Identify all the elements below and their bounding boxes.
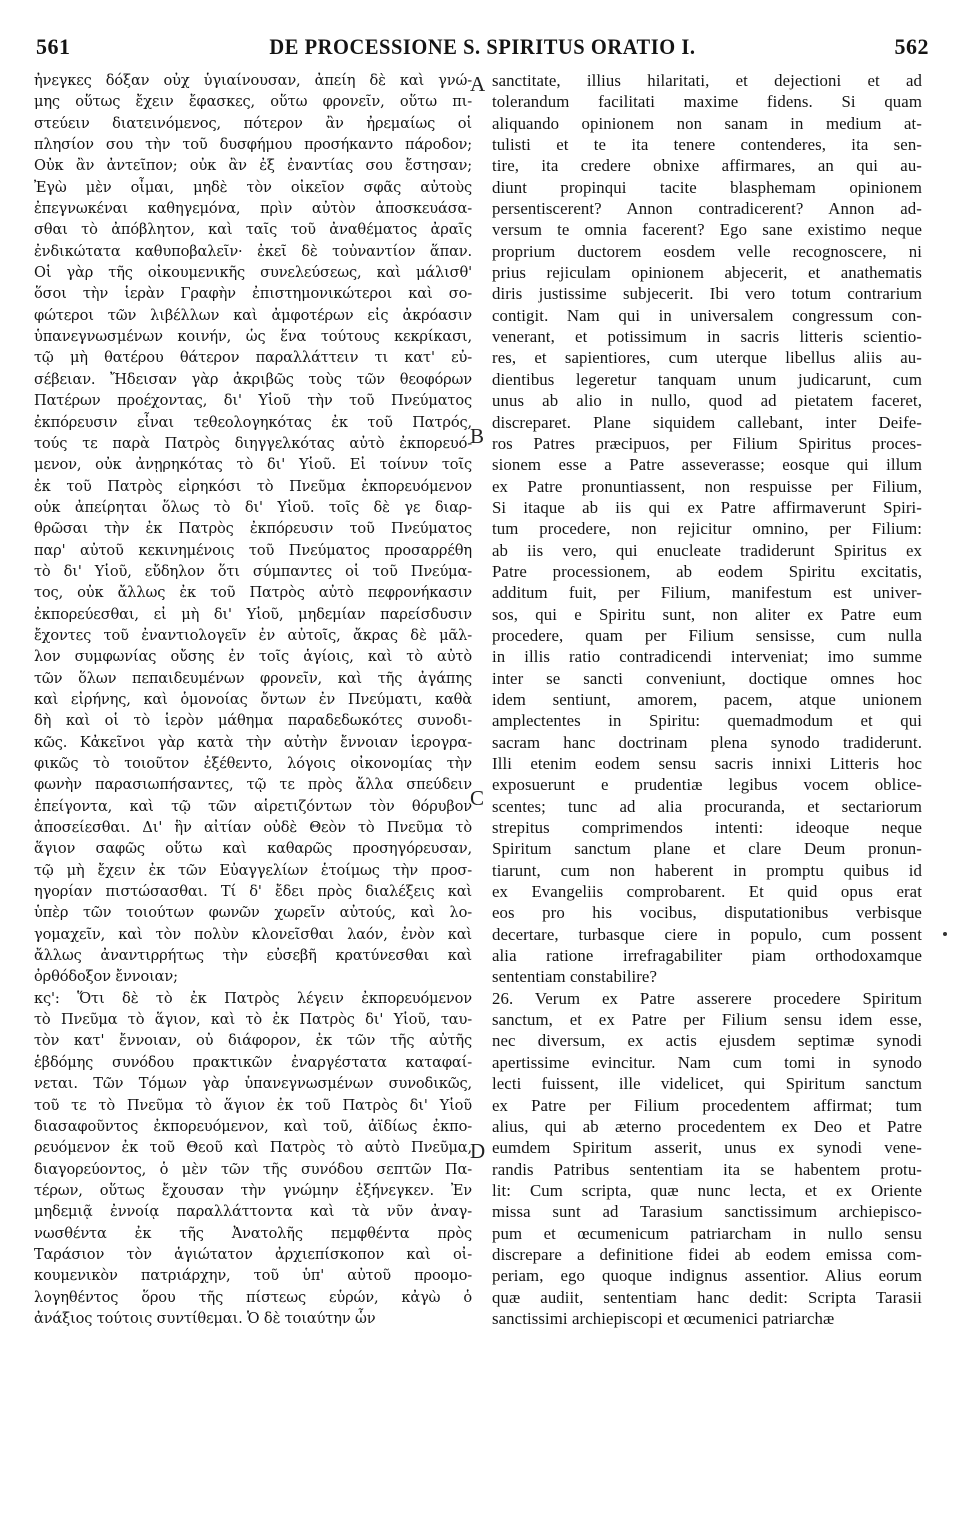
text-line: inter se sancti conveniunt, doctique omnes hoc — [492, 668, 922, 688]
running-title: DE PROCESSIONE S. SPIRITUS ORATIO I. — [269, 34, 696, 59]
text-line: apertissime evincitur. Nam cum tomi in synodo — [492, 1052, 922, 1072]
text-line: discreparet. Plane siquidem callebant, inter Deife- — [492, 412, 922, 432]
text-line: ἔχοντες τοῦ ἐναντιολογεῖν ἐν αὐτοῖς, ἄκρας δὲ μᾶλ- — [34, 626, 472, 644]
text-line: amplectentes in Spiritu: quemadmodum et qui — [492, 711, 922, 731]
text-line: ὅσοι τὴν ἱερὰν Γραφὴν ἐπιστημονικώτεροι καὶ σο- — [34, 285, 472, 303]
margin-marker-b: B — [470, 424, 485, 448]
text-line: venerant, et potissimum in sacris litteris scientio- — [492, 327, 922, 347]
text-line: scentes; tunc ad alia procuranda, et sectariorum — [492, 796, 922, 816]
margin-marker-d: D — [470, 1139, 486, 1163]
text-line: eumdem Spiritum asserit, unus ex synodi vene- — [492, 1138, 922, 1158]
text-line: pum et œcumenicum patriarcham in nullo sensu — [492, 1223, 922, 1243]
text-line: prius rejiculam opinionem abjecerit, et anathematis — [492, 263, 922, 283]
text-line: missa sunt ad Tarasium sanctissimum archiepisco- — [492, 1202, 922, 1222]
text-line: proprium ductorem eosdem velle recognoscere, ni — [492, 241, 922, 261]
margin-marker-a: A — [470, 72, 486, 96]
text-line: νωσθέντα ἐκ τῆς Ἀνατολῆς πεμφθέντα πρὸς — [34, 1224, 472, 1242]
text-line: ἄλλως ἀναντιρρήτως τὴν εὐσεβῆ κρατύνεσθαι καὶ — [34, 947, 472, 965]
text-line: μηδεμιᾷ ἐννοίᾳ παραλλάττοντα καὶ τὰ νῦν ἀναγ- — [34, 1203, 472, 1221]
text-line: ex Patre per Filium procedentem affirmat; tum — [492, 1095, 922, 1115]
text-line: tulisti et te ita tenere contenderes, ita sen- — [492, 135, 922, 155]
text-line: res, et sapientiores, cum uterque libellus aliis au- — [492, 348, 922, 368]
text-line: τῷ μὴ ἔχειν ἐκ τῶν Εὐαγγελίων ἑτοίμως τὴν προσ- — [34, 861, 472, 879]
text-line: persentiscerent? Annon contradicerent? Annon ad- — [492, 199, 922, 219]
text-line: κουμενικὸν πατριάρχην, τοῦ ὑπ' αὐτοῦ προομο- — [34, 1267, 472, 1285]
text-line: diunt propinqui tacite blasphemam opinionem — [492, 177, 922, 197]
text-line: ex Evangeliis comprobarent. Et quid opus erat — [492, 882, 922, 902]
text-line: nec diversum, ex actis ejusdem septimæ synodi — [492, 1031, 922, 1051]
text-line: idem sentiunt, amorem, pacem, atque unionem — [492, 689, 922, 709]
text-line: ἀνάξιος τούτοις συντίθεμαι. Ὁ δὲ τοιαύτην ὧν — [34, 1309, 376, 1327]
text-line: διαγορεύοντος, ὁ μὲν τῶν τῆς συνόδου σεπτῶν Πα- — [34, 1160, 472, 1178]
text-line: ἑβδόμης συνόδου πρακτικῶν ἐναργέστατα καταφαί- — [34, 1053, 472, 1071]
text-line: τὸ Πνεῦμα τὸ ἅγιον, καὶ τὸ ἐκ Πατρὸς δι' Υἱοῦ, ταυ- — [34, 1011, 472, 1029]
text-line: sententiam constabilire? — [492, 967, 658, 987]
text-line: sanctitate, illius hilaritati, et dejectioni et ad — [492, 71, 922, 90]
text-line: λον συμφωνίας οὔσης ἐν τοῖς ἁγίοις, καὶ τὸ αὐτὸ — [34, 648, 472, 666]
text-line: τὸ δι' Υἱοῦ, εὔδηλον ὅτι σύμπαντες οἱ τοῦ Πνεύμα- — [34, 562, 472, 580]
margin-dot — [943, 932, 947, 936]
text-line: Si itaque ab iis qui ex Patre affirmaverunt Spiri- — [492, 497, 922, 517]
text-line: τέρων, οὕτως ἔχουσαν τὴν γνώμην ἐξήνεγκεν. Ἐν — [34, 1181, 472, 1199]
text-line: φικῶς τὸ τοιοῦτον ἐξέθεντο, λόγοις οἰκονομίας τὴν — [34, 755, 472, 772]
text-line: ἐκπόρευσιν εἶναι τεθεολογηκότας ἐκ τοῦ Πατρός, — [34, 413, 472, 431]
page-number-left: 561 — [36, 34, 71, 59]
text-line: φωνὴν παρασιωπήσαντες, τῷ τε πρὸς ἄλλα σπεύδειν — [34, 776, 472, 794]
greek-column — [34, 70, 472, 1329]
text-line: sacram hanc doctrinam plena synodo tradiderunt. — [492, 732, 922, 752]
text-line: ἀποσείεσθαι. Δι' ἣν αἰτίαν οὐδὲ Θεὸν τὸ Πνεῦμα τὸ — [34, 819, 472, 837]
text-line: sanctum, et ex Patre per Filium sensu idem esse, — [492, 1010, 922, 1030]
text-line: strepitus comprimendos intenti: ideoque neque — [492, 818, 922, 838]
text-line: randis Patribus sententiam ita se habentem protu- — [492, 1159, 922, 1179]
text-line: tum procedere, non rejicitur omnino, per Filium: — [492, 519, 922, 539]
text-line: ab iis vero, qui enucleate tradiderunt Spiritus ex — [492, 540, 922, 560]
text-line: σθαι τὸ ἀπόβλητον, καὶ ταῖς τοῦ ἀναθέματος ἀραῖς — [34, 221, 472, 239]
text-line: eos pro his vocibus, disputationibus verbisque — [492, 903, 922, 923]
text-line: Ἐγὼ μὲν οἶμαι, μηδὲ τὸν οἰκεῖον σφᾶς αὐτοὺς — [34, 178, 472, 196]
text-line: παρ' αὐτοῦ κεκινημένοις τοῦ Πνεύματος προσαρρέθη — [34, 541, 472, 559]
text-line: lecti fuissent, ille videlicet, qui Spiritum sanctum — [492, 1074, 922, 1094]
text-line: alius, qui ab æterno procedentem ex Deo et Patre — [492, 1116, 922, 1136]
text-line: τος, οὐκ ἄλλως ἐκ τοῦ Πατρὸς αὐτὸ πεφρονήκασιν — [34, 584, 472, 602]
text-line: στεύειν διατεινόμενος, πότερον ἂν ἠρεμαίως οἱ — [34, 114, 472, 132]
text-line: Patre processionem, ab eodem Spiritu excitatis, — [492, 561, 922, 581]
page-header — [36, 34, 929, 66]
text-line: Ταράσιον τὸν ἁγιώτατον ἀρχιεπίσκοπον καὶ οἰ- — [34, 1245, 472, 1263]
text-line: 26. Verum ex Patre asserere procedere Spiritum — [492, 988, 922, 1008]
text-line: νεται. Τῶν Τόμων γὰρ ὑπανεγνωσμένων συνοδικῶς, — [34, 1075, 472, 1093]
text-line: πλησίον σου τὴν τοῦ δυσφήμου προσήκαντο πάροδον; — [34, 136, 472, 154]
text-line: μης οὕτως ἔχειν ἔφασκες, οὕτω φρονεῖν, οὕτω πι- — [34, 93, 472, 111]
text-line: ρευόμενον ἐκ τοῦ Θεοῦ καὶ Πατρὸς τὸ αὐτὸ Πνεῦμα, — [34, 1139, 472, 1157]
text-line: κς': Ὅτι δὲ τὸ ἐκ Πατρὸς λέγειν ἐκπορευόμενον — [34, 989, 472, 1007]
text-line: unus ab alio in nullo, quod ad pietatem faceret, — [492, 391, 922, 411]
margin-marker-c: C — [470, 786, 485, 810]
text-line: decertare, turbasque ciere in populo, cum possent — [492, 924, 922, 944]
text-line: in illis ratio contradicendi interveniat; imo summe — [492, 647, 922, 667]
text-line: diris justissime subjecerit. Ibi vero totum contrarium — [492, 284, 922, 304]
text-line: lit: Cum scripta, quæ nunc lecta, et ex Oriente — [492, 1180, 922, 1200]
text-line: ἐνδικώτατα καθυποβαλεῖν· ἐκεῖ δὲ τοὐναντίον ἅπαν. — [34, 242, 472, 260]
text-line: ὑπὲρ τῶν τοιούτων φωνῶν χωρεῖν αὐτούς, καὶ λο- — [34, 904, 472, 922]
text-line: sos, qui e Spiritu sunt, non aliter ex Patre eum — [492, 604, 922, 624]
text-line: exposuerunt e prudentiæ legibus vocem oblice- — [492, 775, 922, 795]
text-line: aliquando opinionem non sanam in medium at- — [492, 113, 922, 133]
text-line: ἐπεγνωκέναι καθηγεμόνα, πρὶν αὐτὸν ἀποσκευάσα- — [34, 200, 472, 218]
text-line: οὐκ ἀπείρηται ὅλως τὸ δι' Υἱοῦ. τοῖς δὲ γε διαρ- — [34, 498, 472, 516]
text-line: tire, ita credere obnixe affirmares, an qui au- — [492, 156, 922, 176]
text-line: δὴ καὶ οἱ τὸ ἱερὸν μάθημα παραδεδωκότες συνοδι- — [34, 712, 472, 730]
text-line: contigit. Nam qui in universalem congressum con- — [492, 305, 922, 325]
text-line: additum fuit, per Filium, manifestum est univer- — [492, 583, 922, 603]
text-line: periam, ego quoque indignus assentior. Alius eorum — [492, 1266, 922, 1286]
text-line: ἐπείγοντα, καὶ τῷ τῶν αἱρετιζόντων τὸν θόρυβον — [34, 797, 472, 815]
text-line: dientibus legeretur tanquam unum judicarunt, cum — [492, 369, 922, 389]
text-line: Οὐκ ἂν ἀντεῖπον; οὐκ ἂν ἐξ ἐναντίας σου ἔστησαν; — [34, 157, 472, 175]
page-number-right: 562 — [894, 34, 929, 59]
text-line: ὑπανεγνωσμένων κοινήν, ὡς ἕνα τούτους κεκρίκασι, — [34, 328, 472, 346]
text-line: ex Patre pronuntiassent, non respuisse per Filium, — [492, 476, 922, 496]
text-line: ἐκ τοῦ Πατρὸς εἰρηκόσι τὸ Πνεῦμα ἐκπορευόμενον — [34, 477, 472, 495]
text-line: τοῦ τε τὸ Πνεῦμα τὸ ἅγιον ἐκ τοῦ Πατρὸς δι' Υἱοῦ — [34, 1096, 472, 1114]
text-line: τούς τε παρὰ Πατρὸς διηγγελκότας αὐτὸ ἐκπορευό- — [34, 434, 472, 452]
text-line: quæ audiit, sententiam hanc dedit: Scripta Tarasii — [492, 1287, 922, 1307]
text-line: φώτεροι τῶν λιβέλλων καὶ ἀμφοτέρων εἰς ἀκρόασιν — [34, 306, 472, 324]
text-line: τῷ μὴ θατέρου θάτερον παραλλάττειν τι κατ' εὐ- — [34, 349, 472, 367]
text-line: ὀρθόδοξον ἔννοιαν; — [34, 968, 178, 986]
text-line: σέβειαν. Ἤδεισαν γὰρ ἀκριβῶς τοὺς τῶν θεοφόρων — [34, 370, 472, 388]
text-line: Illi etenim eodem sensu sacris innixi Litteris hoc — [492, 754, 922, 773]
text-line: ἅγιον σαφῶς οὕτω καὶ καθαρῶς προσηγόρευσαν, — [34, 840, 472, 858]
text-line: μενον, οὐκ ἀνῃρηκότας τὸ δι' Υἱοῦ. Εἰ τοίνυν τοῖς — [34, 456, 472, 474]
text-line: Οἱ γὰρ τῆς οἰκουμενικῆς συνελεύσεως, καὶ μάλισθ' — [34, 264, 472, 282]
latin-column — [492, 70, 922, 1329]
text-line: θρῶσαι τὴν ἐκ Πατρὸς ἐκπόρευσιν τοῦ Πνεύματος — [34, 520, 472, 538]
text-line: ros Patres præcipuos, per Filium Spiritus proces- — [492, 433, 922, 453]
text-line: sanctissimi archiepiscopi et œcumenici patriarchæ — [492, 1308, 835, 1328]
text-line: tiarunt, cum non haberent in promptu quibus id — [492, 860, 922, 880]
text-line: ἐκπορεύεσθαι, εἰ μὴ δι' Υἱοῦ, μηδεμίαν παρείσδυσιν — [34, 605, 472, 623]
text-line: διασαφοῦντος ἐκπορευόμενον, καὶ τοῦ, ἀϊδίως ἐκπο- — [34, 1117, 472, 1135]
text-line: ηγορίαν πιστώσασθαι. Τί δ' ἔδει πρὸς διαλέξεις καὶ — [34, 883, 472, 901]
text-line: discrepare a definitione fidei ab eodem emissa com- — [492, 1244, 922, 1264]
text-line: τὸν κατ' ἔννοιαν, οὐ διάφορον, ἐκ τῶν τῆς αὐτῆς — [34, 1032, 472, 1050]
text-line: Spiritum sanctum plane et clare Deum pronun- — [492, 839, 922, 859]
text-line: τῶν ὅλων πεπαιδευμένων φρονεῖν, καὶ τῆς ἀγάπης — [34, 669, 472, 687]
text-line: καὶ εἰρήνης, καὶ ὁμονοίας ὄντων ἐν Πνεύματι, καθὰ — [34, 690, 472, 708]
text-line: alia ratione irrefragabiliter piam orthodoxamque — [492, 946, 922, 966]
text-line: κῶς. Κἀκεῖνοι γὰρ κατὰ τὴν αὐτὴν ἔννοιαν ἱερογρα- — [34, 733, 472, 751]
text-line: versum te omnia facerent? Ego sane existimo neque — [492, 220, 922, 240]
text-line: ἠνεγκες δόξαν οὐχ ὑγιαίνουσαν, ἀπείη δὲ καὶ γνώ- — [34, 72, 472, 89]
text-line: tolerandum facilitati maxime fidens. Si quam — [492, 92, 922, 112]
text-line: sionem esse a Patre asseverasse; eosque qui illum — [492, 455, 922, 475]
text-line: λογηθέντος ὅρου τῆς πίστεως εὑρών, κἀγὼ ὁ — [34, 1288, 472, 1306]
text-line: Πατέρων προέχοντας, δι' Υἱοῦ τὴν τοῦ Πνεύματος — [34, 392, 472, 410]
text-line: procedere, quam per Filium sensisse, cum nulla — [492, 625, 922, 645]
text-line: γομαχεῖν, καὶ τὸν πολὺν κλονεῖσθαι λαόν, ἐνὸν καὶ — [34, 925, 472, 943]
